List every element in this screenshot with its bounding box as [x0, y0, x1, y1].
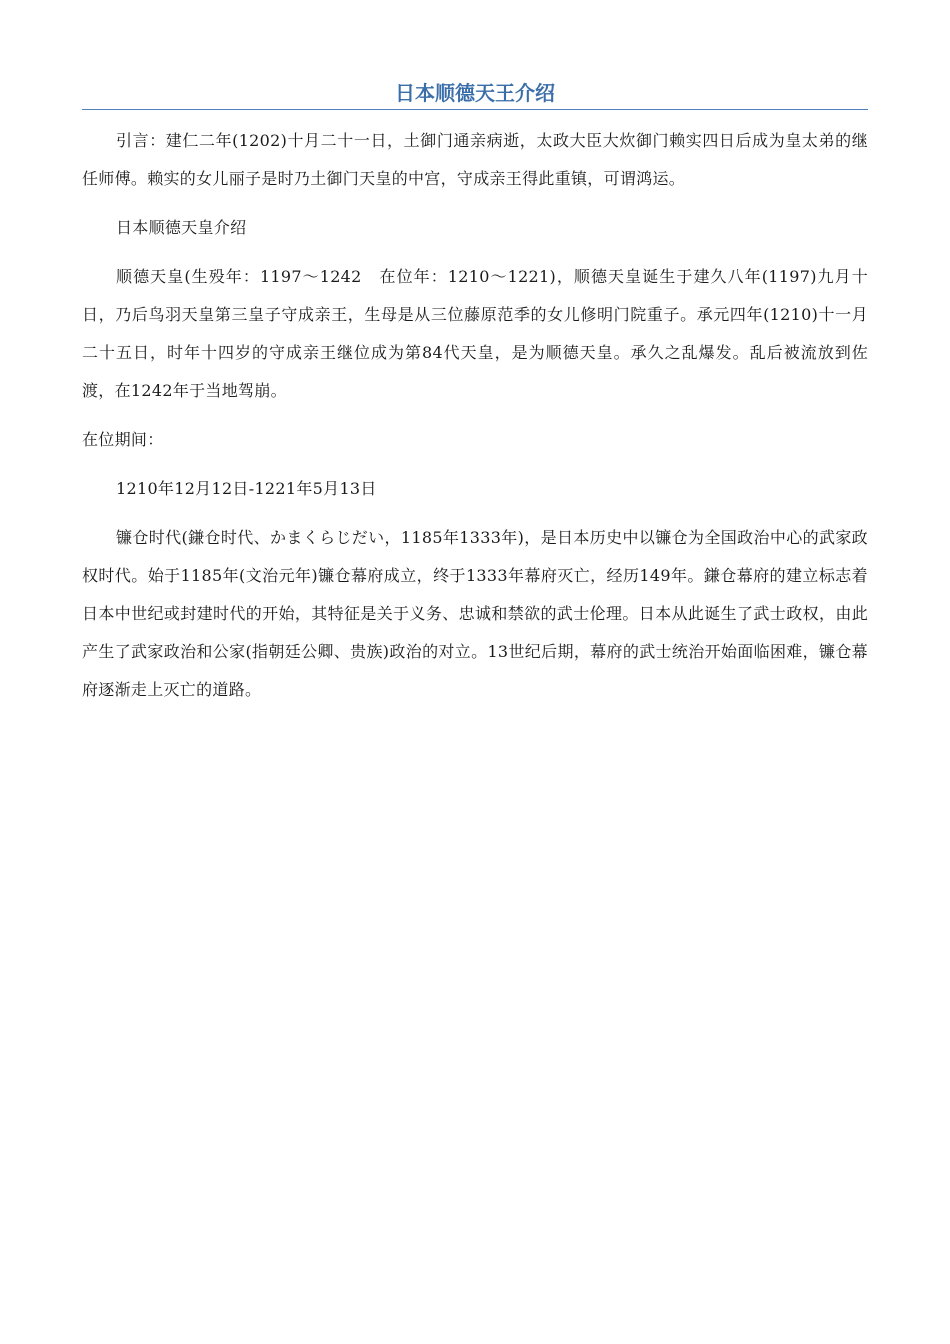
- section-heading: 日本顺德天皇介绍: [116, 218, 247, 237]
- reign-label: 在位期间：: [82, 430, 164, 449]
- document-title: 日本顺德天王介绍: [395, 81, 555, 105]
- title-underline: [82, 109, 868, 110]
- kamakura-paragraph: 镰仓时代(鎌仓时代、かまくらじだい，1185年1333年)，是日本历史中以镰仓为全国政治中心的武家政权时代。始于1185年(文治元年)镰仓幕府成立，终于1333年幕府灭亡，经历149年。鎌仓幕府的建立标志着日本中世纪或封建时代的开始，其特征是关于义务、忠诚和禁欲的武士伦理。日本从此诞生了武士政权，由此产生了武家政治和公家(指朝廷公卿、贵族)政治的对立。13世纪后期，幕府的武士统治开始面临困难，镰仓幕府逐渐走上灭亡的道路。: [82, 528, 868, 699]
- intro-paragraph: 引言：建仁二年(1202)十月二十一日，土御门通亲病逝，太政大臣大炊御门赖实四日后成为皇太弟的继任师傅。赖实的女儿丽子是时乃土御门天皇的中宫，守成亲王得此重镇，可谓鸿运。: [82, 131, 868, 188]
- document-page: [82, 78, 868, 720]
- reign-dates: 1210年12月12日-1221年5月13日: [116, 479, 377, 498]
- biography-paragraph: 顺德天皇(生殁年：1197～1242 在位年：1210～1221)，顺德天皇诞生于建久八年(1197)九月十日，乃后鸟羽天皇第三皇子守成亲王，生母是从三位藤原范季的女儿修明门院重子。承元四年(1210)十一月二十五日，时年十四岁的守成亲王继位成为第84代天皇，是为顺德天皇。承久之乱爆发。乱后被流放到佐渡，在1242年于当地驾崩。: [82, 267, 868, 400]
